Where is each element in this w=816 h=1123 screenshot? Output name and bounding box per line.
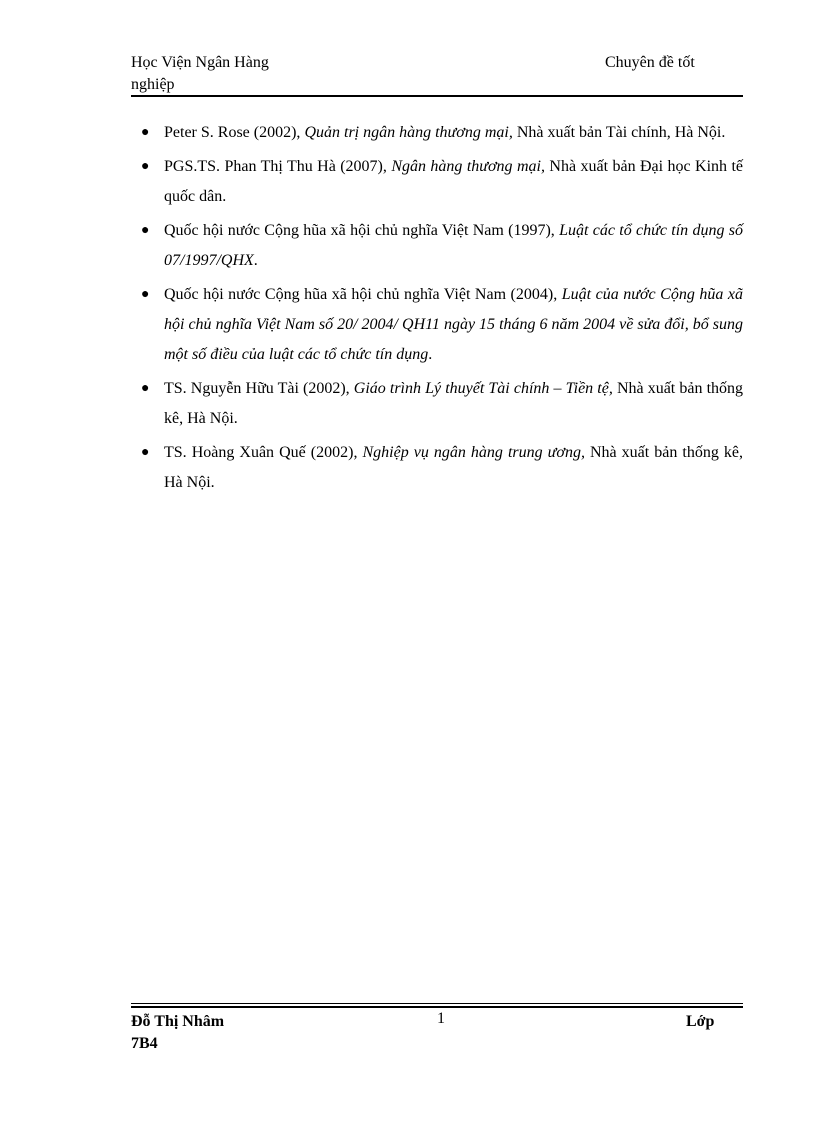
- reference-title: Ngân hàng thương mại,: [391, 158, 545, 175]
- footer-divider-thin: [131, 1003, 743, 1004]
- reference-title: Quản trị ngân hàng thương mại,: [304, 124, 513, 141]
- reference-text: Quốc hội nước Cộng hũa xã hội chủ nghĩa Việt Nam (1997),: [164, 222, 560, 239]
- page-number: 1: [437, 1010, 445, 1027]
- header-institution-line1: Học Viện Ngân Hàng: [131, 54, 269, 71]
- reference-text: TS. Hoàng Xuân Quế (2002),: [164, 444, 363, 461]
- header-institution-line2: nghiệp: [131, 76, 175, 93]
- header-institution: [131, 52, 331, 96]
- bullet-icon: ●: [141, 223, 150, 238]
- footer-author-class: 7B4: [131, 1035, 158, 1052]
- reference-title: Nghiệp vụ ngân hàng trung ương,: [362, 444, 585, 461]
- reference-list: [131, 118, 743, 502]
- reference-text: PGS.TS. Phan Thị Thu Hà (2007),: [164, 158, 392, 175]
- reference-text: Quốc hội nước Cộng hũa xã hội chủ nghĩa Việt Nam (2004),: [164, 286, 562, 303]
- reference-text: TS. Nguyễn Hữu Tài (2002),: [164, 380, 354, 397]
- reference-title: Giáo trình Lý thuyết Tài chính – Tiền tệ,: [353, 380, 613, 397]
- bullet-icon: ●: [141, 125, 150, 140]
- reference-item: [131, 280, 743, 370]
- bullet-icon: ●: [141, 159, 150, 174]
- reference-publisher: .: [428, 346, 433, 363]
- bullet-icon: ●: [141, 445, 150, 460]
- reference-item: [131, 438, 743, 498]
- reference-publisher: Nhà xuất bản Đại học Kinh tế quốc dân.: [164, 158, 744, 205]
- reference-publisher: Nhà xuất bản thống kê, Hà Nội.: [164, 380, 744, 427]
- footer-class-label: Lớp: [686, 1013, 715, 1030]
- reference-title: Luật của nước Cộng hũa xã hội chủ nghĩa Việt Nam số 20/ 2004/ QH11 ngày 15 tháng 6 năm 2004 về sửa đổi, bổ sung một số điều của luật các tổ chức tín dụng: [164, 286, 743, 363]
- footer-author-name: Đỗ Thị Nhâm: [131, 1013, 225, 1030]
- footer-author: [131, 1011, 331, 1055]
- reference-item: [131, 374, 743, 434]
- reference-publisher: .: [253, 252, 258, 269]
- reference-item: [131, 152, 743, 212]
- reference-publisher: Nhà xuất bản Tài chính, Hà Nội.: [512, 124, 726, 141]
- reference-title: Luật các tổ chức tín dụng số 07/1997/QHX: [164, 222, 743, 269]
- bullet-icon: ●: [141, 381, 150, 396]
- reference-item: [131, 216, 743, 276]
- header-document-type: Chuyên đề tốt: [605, 54, 695, 71]
- reference-text: Peter S. Rose (2002),: [164, 124, 305, 141]
- header-divider: [131, 95, 743, 97]
- reference-item: [131, 118, 743, 148]
- reference-publisher: Nhà xuất bản thống kê, Hà Nội.: [164, 444, 743, 491]
- bullet-icon: ●: [141, 287, 150, 302]
